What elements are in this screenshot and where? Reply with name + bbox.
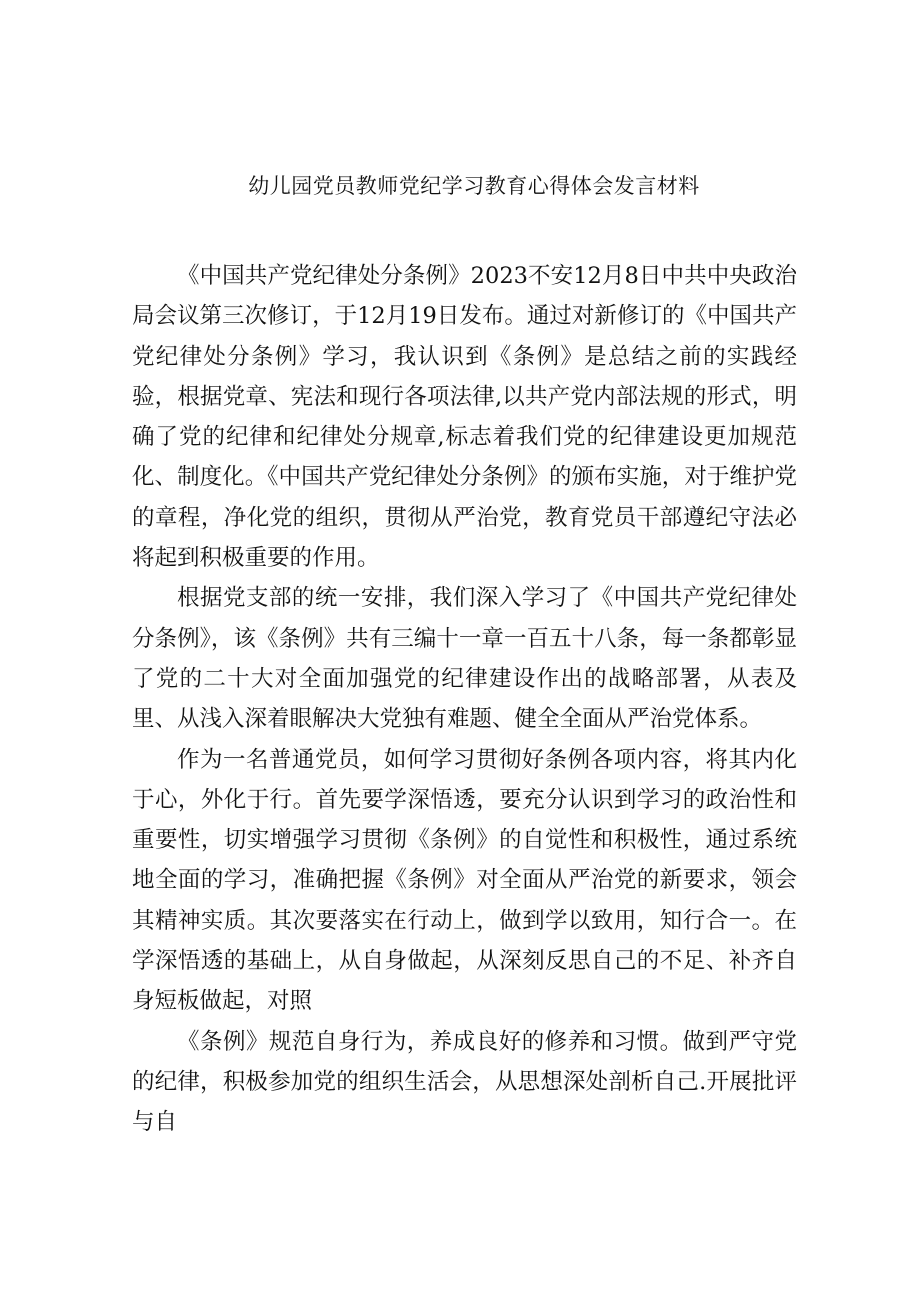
paragraph-3: 作为一名普通党员，如何学习贯彻好条例各项内容，将其内化于心，外化于行。首先要学深悟透，要充分认识到学习的政治性和重要性，切实增强学习贯彻《条例》的自觉性和积极性，通过系统地全面的学习，准确把握《条例》对全面从严治党的新要求，领会其精神实质。其次要落实在行动上，做到学以致用，知行合一。在学深悟透的基础上，从自身做起，从深刻反思自己的不足、补齐自身短板做起，对照 (132, 746, 797, 1015)
paragraph-4: 《条例》规范自身行为，养成良好的修养和习惯。做到严守党的纪律，积极参加党的组织生活会，从思想深处剖析自己.开展批评与自 (132, 1028, 797, 1136)
paragraph-2: 根据党支部的统一安排，我们深入学习了《中国共产党纪律处分条例》，该《条例》共有三编十一章一百五十八条，每一条都彰显了党的二十大对全面加强党的纪律建设作出的战略部署，从表及里、从浅入深着眼解决大党独有难题、健全全面从严治党体系。 (132, 585, 797, 733)
document-body (132, 256, 797, 1143)
document-title: 幼儿园党员教师党纪学习教育心得体会发言材料 (248, 174, 700, 198)
paragraph-1: 《中国共产党纪律处分条例》2023不安12月8日中共中央政治局会议第三次修订，于12月19日发布。通过对新修订的《中国共产党纪律处分条例》学习，我认识到《条例》是总结之前的实践经验，根据党章、宪法和现行各项法律,以共产党内部法规的形式，明确了党的纪律和纪律处分规章,标志着我们党的纪律建设更加规范化、制度化。《中国共产党纪律处分条例》的颁布实施，对于维护党的章程，净化党的组织，贯彻从严治党，教育党员干部遵纪守法必将起到积极重要的作用。 (132, 263, 797, 572)
